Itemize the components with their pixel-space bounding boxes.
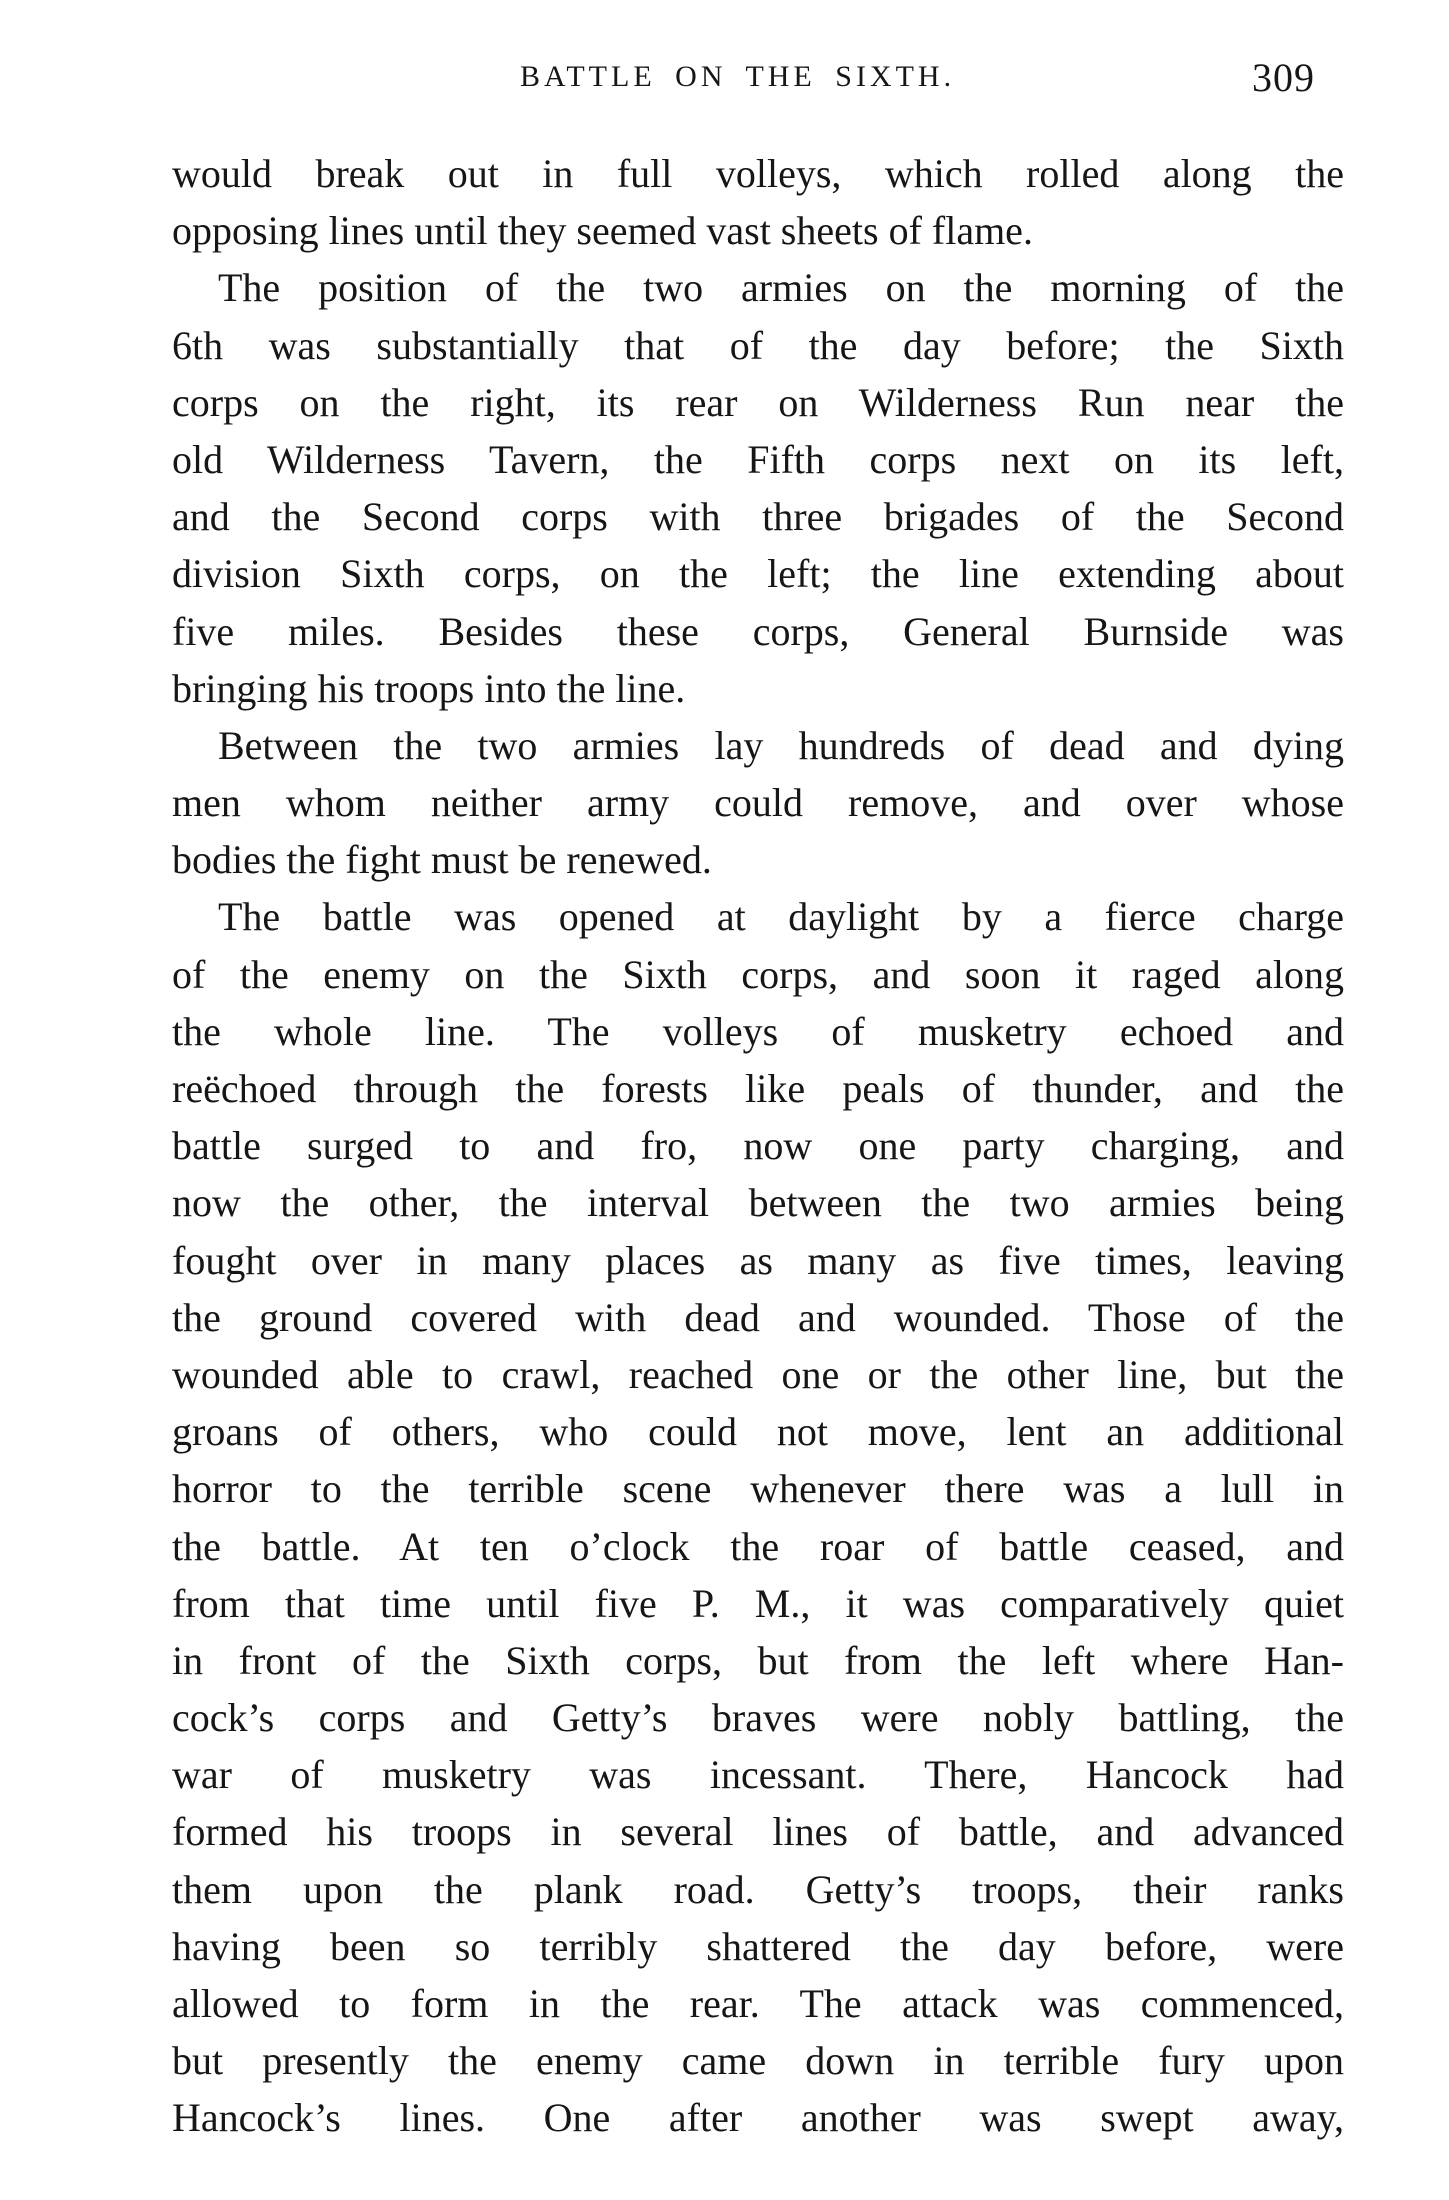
text-line: wounded able to crawl, reached one or the other line, but the: [172, 1351, 1344, 1397]
text-line: groans of others, who could not move, lent an additional: [172, 1409, 1344, 1455]
text-line: bringing his troops into the line.: [172, 665, 686, 711]
text-line: would break out in full volleys, which rolled along the: [172, 151, 1344, 196]
text-line: Between the two armies lay hundreds of dead and dying: [218, 722, 1344, 768]
text-line: from that time until five P. M., it was comparatively quiet: [172, 1580, 1344, 1626]
text-line: cock’s corps and Getty’s braves were nobly battling, the: [172, 1695, 1344, 1741]
text-line: corps on the right, its rear on Wilderness Run near the: [172, 379, 1344, 425]
text-line: of the enemy on the Sixth corps, and soon it raged along: [172, 951, 1344, 997]
text-line: the ground covered with dead and wounded. Those of the: [172, 1294, 1344, 1340]
text-line: the battle. At ten o’clock the roar of battle ceased, and: [172, 1523, 1344, 1569]
text-line: opposing lines until they seemed vast sheets of flame.: [172, 208, 1033, 254]
text-line: but presently the enemy came down in terrible fury upon: [172, 2038, 1344, 2084]
text-line: fought over in many places as many as five times, leaving: [172, 1237, 1344, 1283]
text-line: five miles. Besides these corps, General Burnside was: [172, 608, 1344, 654]
text-line: reëchoed through the forests like peals of thunder, and the: [172, 1066, 1344, 1111]
text-line: bodies the fight must be renewed.: [172, 837, 712, 883]
page-number: 309: [1252, 55, 1315, 100]
body-text: [172, 145, 1344, 2147]
text-line: men whom neither army could remove, and over whose: [172, 780, 1344, 826]
text-line: formed his troops in several lines of battle, and advanced: [172, 1809, 1344, 1855]
running-title: BATTLE ON THE SIXTH.: [520, 60, 956, 93]
text-line: old Wilderness Tavern, the Fifth corps next on its left,: [172, 436, 1344, 482]
text-line: war of musketry was incessant. There, Hancock had: [172, 1752, 1344, 1798]
text-line: allowed to form in the rear. The attack was commenced,: [172, 1981, 1344, 2026]
text-line: Hancock’s lines. One after another was swept away,: [172, 2095, 1344, 2141]
text-line: division Sixth corps, on the left; the line extending about: [172, 551, 1344, 597]
text-line: in front of the Sixth corps, but from the left where Han-: [172, 1637, 1344, 1683]
text-line: 6th was substantially that of the day before; the Sixth: [172, 322, 1344, 368]
text-line: having been so terribly shattered the day before, were: [172, 1923, 1344, 1969]
text-line: the whole line. The volleys of musketry echoed and: [172, 1008, 1344, 1054]
text-line: The battle was opened at daylight by a fierce charge: [218, 894, 1344, 940]
text-line: them upon the plank road. Getty’s troops, their ranks: [172, 1866, 1344, 1912]
text-line: now the other, the interval between the two armies being: [172, 1180, 1344, 1226]
text-line: battle surged to and fro, now one party charging, and: [172, 1123, 1344, 1169]
text-line: The position of the two armies on the morning of the: [218, 265, 1344, 311]
text-line: horror to the terrible scene whenever there was a lull in: [172, 1466, 1344, 1512]
text-line: and the Second corps with three brigades of the Second: [172, 494, 1344, 540]
